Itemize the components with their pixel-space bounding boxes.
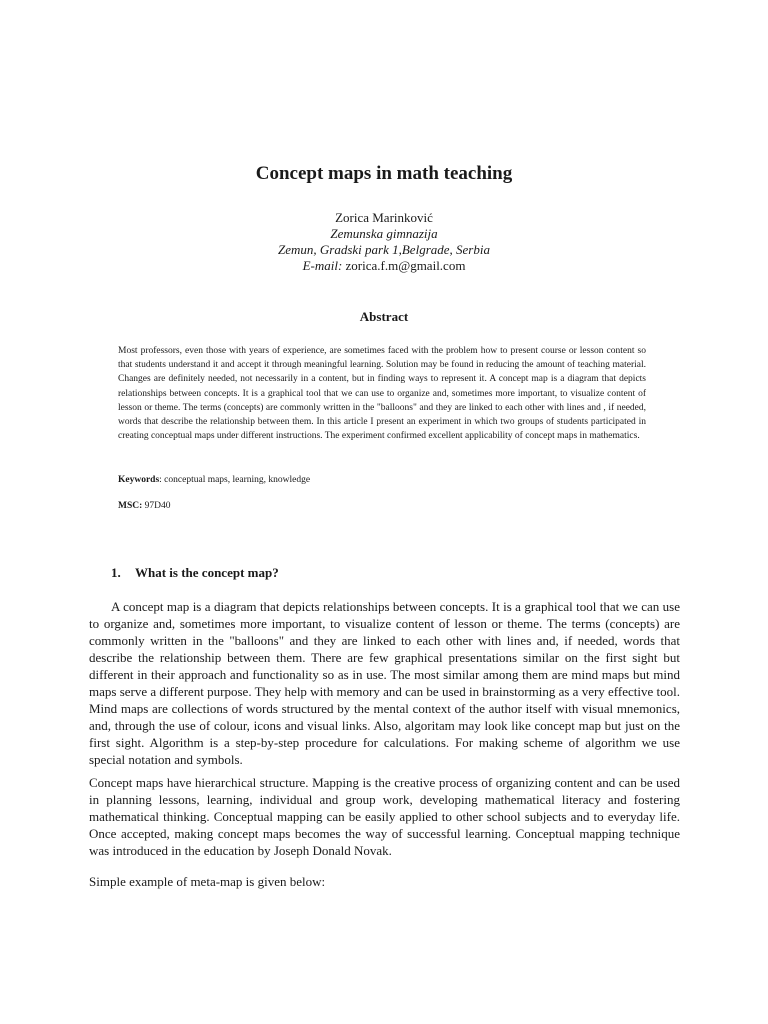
- author-block: [0, 210, 768, 274]
- author-name: Zorica Marinković: [335, 210, 433, 225]
- section-heading: [111, 565, 279, 581]
- paper-title: Concept maps in math teaching: [255, 163, 513, 184]
- body-paragraph: Concept maps have hierarchical structure. Mapping is the creative process of organizing content and can be used in planning lessons, learning, individual and group work, developing mathematical literacy and fostering mathematical thinking. Conceptual mapping can be easily applied to other school subjects and to everyday life. Once accepted, making concept maps becomes the way of successful learning. Conceptual mapping technique was introduced in the education by Joseph Donald Novak.: [89, 775, 680, 858]
- keywords-value: : conceptual maps, learning, knowledge: [159, 475, 311, 485]
- msc-label: MSC:: [118, 501, 143, 511]
- email-label: E-mail:: [302, 258, 343, 273]
- author-email-row: [0, 258, 768, 274]
- keywords-line: [118, 475, 310, 485]
- body-paragraph: A concept map is a diagram that depicts relationships between concepts. It is a graphical tool that we can use to organize and, sometimes more important, to visualize content of lesson or theme. The terms (concepts) are commonly written in the "balloons" and they are linked to each other with lines and, if needed, words that describe the relationship between them. There are few graphical presentations similar on the first sight but different in their approach and functionality so as in use. The most similar among them are mind maps but mind maps serve a different purpose. They help with memory and can be used in brainstorming as a very effective tool. Mind maps are collections of words structured by the mental context of the author itself with visual mnemonics, and, through the use of colour, icons and visual links. Also, algoritam may look like concept map but just on the first sight. Algorithm is a step-by-step procedure for calculations. For making scheme of algorithm we use special notation and symbols.: [89, 599, 680, 767]
- msc-line: [118, 501, 171, 511]
- section-number: 1.: [111, 565, 121, 580]
- author-affiliation: Zemunska gimnazija: [330, 226, 438, 241]
- section-title: What is the concept map?: [135, 565, 279, 580]
- msc-value: 97D40: [142, 501, 171, 511]
- keywords-label: Keywords: [118, 475, 160, 485]
- abstract-text: Most professors, even those with years of experience, are sometimes faced with the problem how to present course or lesson content so that students understand it and accept it through meaningful learning. Solution may be found in reducing the amount of teaching material. Changes are definitely needed, not necessarily in a content, but in finding ways to represent it. A concept map is a diagram that depicts relationships between concepts. It is a graphical tool that we can use to organize and, sometimes more important, to visualize content of lesson or theme. The terms (concepts) are commonly written in the "balloons" and they are linked to each other with lines and , if needed, words that describe the relationship between them. In this article I present an experiment in which two groups of students participated in creating conceptual maps under different instructions. The experiment confirmed excellent applicability of concept maps in mathematics.: [118, 346, 646, 442]
- abstract-heading: Abstract: [359, 309, 409, 324]
- body-paragraph: Simple example of meta-map is given below:: [89, 874, 326, 889]
- author-email: zorica.f.m@gmail.com: [345, 258, 466, 273]
- author-address: Zemun, Gradski park 1,Belgrade, Serbia: [278, 242, 490, 257]
